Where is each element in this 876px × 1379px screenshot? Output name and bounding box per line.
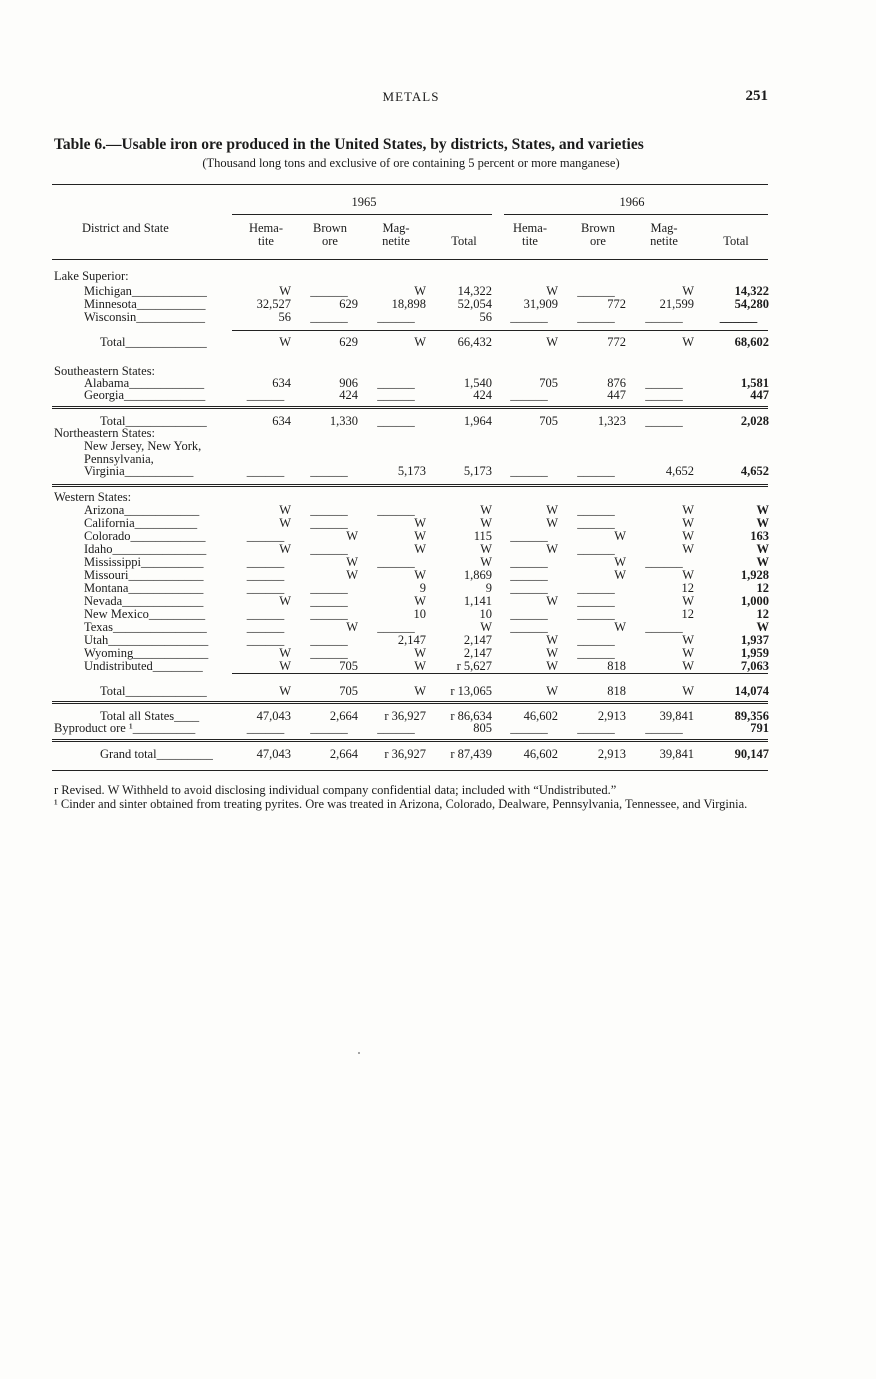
table-cell: ______ bbox=[577, 284, 615, 298]
table-cell: W bbox=[682, 503, 694, 517]
footnote-revised: r Revised. W Withheld to avoid disclosing individual company confidential data; included with “Undistributed.” bbox=[54, 783, 617, 797]
table-cell: ______ bbox=[577, 607, 615, 621]
table-title: Table 6.—Usable iron ore produced in the United States, by districts, States, and varieties bbox=[54, 136, 644, 153]
table-cell: 791 bbox=[750, 721, 769, 735]
row-label: California__________ bbox=[84, 517, 198, 530]
row-label: Virginia___________ bbox=[84, 465, 194, 478]
table-cell: W bbox=[480, 620, 492, 634]
table-cell: 21,599 bbox=[659, 297, 694, 311]
row-label: Alabama____________ bbox=[84, 377, 205, 390]
col-header-0-line0: Hema- bbox=[248, 221, 283, 235]
table-cell: ______ bbox=[310, 633, 348, 647]
table-cell: 772 bbox=[607, 297, 626, 311]
page-number: 251 bbox=[745, 88, 768, 104]
table-cell: W bbox=[414, 335, 426, 349]
row-label: Utah________________ bbox=[84, 634, 209, 647]
table-cell: W bbox=[614, 620, 626, 634]
table-cell: 772 bbox=[607, 335, 626, 349]
table-cell: 1,000 bbox=[740, 594, 769, 608]
row-label: Western States: bbox=[54, 491, 132, 504]
table-cell: W bbox=[414, 659, 426, 673]
table-cell: 2,147 bbox=[463, 633, 492, 647]
table-cell: W bbox=[546, 503, 558, 517]
table-cell: ______ bbox=[577, 633, 615, 647]
table-cell: ______ bbox=[310, 464, 348, 478]
col-header-3-line1: Total bbox=[451, 234, 477, 248]
table-cell: ______ bbox=[510, 721, 548, 735]
col-header-5-line1: ore bbox=[590, 234, 606, 248]
table-cell: W bbox=[414, 516, 426, 530]
row-label: Idaho_______________ bbox=[84, 543, 207, 556]
table-cell: 31,909 bbox=[523, 297, 558, 311]
table-cell: 9 bbox=[419, 581, 426, 595]
table-cell: 12 bbox=[756, 581, 769, 595]
table-cell: 634 bbox=[272, 414, 291, 428]
table-cell: 705 bbox=[339, 684, 358, 698]
table-cell: W bbox=[279, 335, 291, 349]
table-cell: ______ bbox=[246, 581, 285, 595]
table-cell: 18,898 bbox=[391, 297, 426, 311]
table-cell: W bbox=[756, 542, 769, 556]
table-cell: 7,063 bbox=[740, 659, 769, 673]
table-cell: ______ bbox=[510, 464, 548, 478]
table-cell: r 5,627 bbox=[456, 659, 492, 673]
row-label: Pennsylvania, bbox=[84, 453, 154, 466]
row-label: Michigan____________ bbox=[84, 285, 207, 298]
table-cell: 805 bbox=[473, 721, 492, 735]
table-cell: ______ bbox=[577, 464, 615, 478]
table-cell: ______ bbox=[246, 633, 285, 647]
row-label: Arizona____________ bbox=[84, 504, 200, 517]
table-cell: ______ bbox=[645, 721, 683, 735]
table-rule bbox=[232, 330, 768, 331]
table-cell: W bbox=[346, 620, 358, 634]
table-row bbox=[0, 336, 876, 349]
col-header-1-line1: ore bbox=[322, 234, 338, 248]
table-row bbox=[0, 748, 876, 761]
table-cell: 4,652 bbox=[665, 464, 694, 478]
table-row bbox=[0, 440, 876, 453]
table-cell: W bbox=[756, 555, 769, 569]
table-cell: ______ bbox=[645, 388, 683, 402]
table-cell: ______ bbox=[246, 607, 285, 621]
table-cell: ______ bbox=[577, 503, 615, 517]
table-cell: 1,964 bbox=[463, 414, 492, 428]
table-cell: 2,913 bbox=[597, 709, 626, 723]
table-cell: ______ bbox=[377, 503, 415, 517]
table-cell: 1,581 bbox=[740, 376, 769, 390]
table-cell: 1,323 bbox=[597, 414, 626, 428]
table-cell: W bbox=[414, 284, 426, 298]
row-label: Montana____________ bbox=[84, 582, 204, 595]
table-cell: 56 bbox=[278, 310, 291, 324]
table-cell: 12 bbox=[681, 607, 694, 621]
table-cell: W bbox=[414, 542, 426, 556]
table-cell: W bbox=[614, 555, 626, 569]
col-header-4-line0: Hema- bbox=[512, 221, 547, 235]
table-cell: r 86,634 bbox=[450, 709, 492, 723]
table-cell: 447 bbox=[750, 388, 769, 402]
table-cell: W bbox=[682, 646, 694, 660]
table-row bbox=[0, 569, 876, 582]
table-cell: ______ bbox=[510, 568, 548, 582]
table-cell: r 87,439 bbox=[450, 747, 492, 761]
table-cell: W bbox=[414, 646, 426, 660]
col-header-0-line1: tite bbox=[258, 234, 274, 248]
table-cell: 32,527 bbox=[256, 297, 291, 311]
table-cell: 629 bbox=[339, 335, 358, 349]
table-cell: W bbox=[480, 542, 492, 556]
table-cell: W bbox=[682, 516, 694, 530]
row-label: Byproduct ore ¹__________ bbox=[54, 722, 196, 735]
row-label: Grand total_________ bbox=[100, 748, 213, 761]
table-cell: ______ bbox=[377, 310, 415, 324]
table-cell: r 13,065 bbox=[450, 684, 492, 698]
table-cell: 1,330 bbox=[329, 414, 358, 428]
table-cell: ______ bbox=[310, 721, 348, 735]
page-speck bbox=[358, 1052, 360, 1054]
table-cell: W bbox=[279, 684, 291, 698]
table-cell: ______ bbox=[510, 581, 548, 595]
table-cell: ______ bbox=[310, 284, 348, 298]
table-row bbox=[0, 389, 876, 402]
row-label: Total_____________ bbox=[100, 336, 207, 349]
table-row bbox=[0, 465, 876, 478]
footnote-byproduct: ¹ Cinder and sinter obtained from treating pyrites. Ore was treated in Arizona, Colorado, Dealware, Pennsylvania, Tennessee, and Virginia. bbox=[54, 796, 748, 811]
table-cell: W bbox=[546, 284, 558, 298]
table-cell: 2,664 bbox=[329, 709, 358, 723]
table-cell: 66,432 bbox=[457, 335, 492, 349]
table-cell: W bbox=[546, 684, 558, 698]
table-cell: W bbox=[682, 542, 694, 556]
table-rule bbox=[52, 406, 768, 409]
year-1965-header: 1965 bbox=[351, 195, 377, 209]
table-cell: W bbox=[414, 684, 426, 698]
table-cell: 5,173 bbox=[463, 464, 492, 478]
table-cell: 818 bbox=[607, 684, 626, 698]
table-cell: 90,147 bbox=[734, 747, 769, 761]
page-header bbox=[54, 89, 768, 109]
table-cell: W bbox=[546, 516, 558, 530]
row-label: Colorado____________ bbox=[84, 530, 206, 543]
table-cell: W bbox=[279, 284, 291, 298]
table-cell: W bbox=[480, 555, 492, 569]
table-cell: W bbox=[546, 659, 558, 673]
row-label: New Jersey, New York, bbox=[84, 440, 202, 453]
table-cell: 1,141 bbox=[463, 594, 492, 608]
table-cell: ______ bbox=[377, 620, 415, 634]
running-head: METALS bbox=[382, 89, 440, 104]
row-label: Total_____________ bbox=[100, 685, 207, 698]
table-cell: W bbox=[279, 516, 291, 530]
table-cell: ______ bbox=[310, 594, 348, 608]
table-cell: ______ bbox=[310, 310, 348, 324]
table-cell: 634 bbox=[272, 376, 291, 390]
table-cell: 68,602 bbox=[734, 335, 769, 349]
year-1966-header: 1966 bbox=[619, 195, 645, 209]
table-cell: 447 bbox=[607, 388, 626, 402]
table-cell: ______ bbox=[377, 376, 415, 390]
col-header-1-line0: Brown bbox=[312, 221, 348, 235]
table-cell: 2,028 bbox=[740, 414, 769, 428]
table-cell: W bbox=[346, 555, 358, 569]
table-row bbox=[0, 517, 876, 530]
table-row bbox=[0, 608, 876, 621]
table-cell: ______ bbox=[310, 542, 348, 556]
table-cell: 818 bbox=[607, 659, 626, 673]
row-label: Missouri____________ bbox=[84, 569, 204, 582]
table-rule bbox=[52, 770, 768, 771]
table-cell: 115 bbox=[473, 529, 492, 543]
table-row bbox=[0, 685, 876, 698]
table-cell: 163 bbox=[750, 529, 769, 543]
table-cell: W bbox=[682, 684, 694, 698]
table-cell: ______ bbox=[246, 568, 285, 582]
table-cell: 705 bbox=[539, 414, 558, 428]
table-row bbox=[0, 491, 876, 504]
table-rule bbox=[52, 701, 768, 704]
table-cell: W bbox=[546, 335, 558, 349]
col-header-5-line0: Brown bbox=[580, 221, 616, 235]
table-cell: ______ bbox=[645, 620, 683, 634]
col-header-7-line1: Total bbox=[723, 234, 749, 248]
table-row bbox=[0, 311, 876, 324]
table-cell: 47,043 bbox=[256, 747, 291, 761]
table-row bbox=[0, 722, 876, 735]
table-cell: 56 bbox=[479, 310, 492, 324]
table-row bbox=[0, 660, 876, 673]
table-cell: 4,652 bbox=[740, 464, 769, 478]
table-cell: W bbox=[346, 568, 358, 582]
table-row bbox=[0, 595, 876, 608]
table-cell: ______ bbox=[310, 581, 348, 595]
table-cell: ______ bbox=[510, 555, 548, 569]
row-label: Southeastern States: bbox=[54, 365, 156, 378]
table-row bbox=[0, 504, 876, 517]
table-cell: 1,928 bbox=[740, 568, 769, 582]
table-row bbox=[0, 543, 876, 556]
table-cell: W bbox=[346, 529, 358, 543]
top-rule bbox=[52, 184, 768, 185]
table-cell: ______ bbox=[645, 376, 683, 390]
table-cell: ______ bbox=[377, 414, 415, 428]
table-cell: W bbox=[614, 529, 626, 543]
table-cell: W bbox=[546, 594, 558, 608]
table-cell: W bbox=[682, 659, 694, 673]
table-cell: r 36,927 bbox=[384, 709, 426, 723]
table-cell: 1,540 bbox=[463, 376, 492, 390]
table-rule bbox=[232, 673, 768, 674]
table-cell: ______ bbox=[510, 607, 548, 621]
table-cell: 10 bbox=[413, 607, 426, 621]
table-cell: W bbox=[682, 594, 694, 608]
table-cell: ______ bbox=[246, 464, 285, 478]
row-label: Georgia_____________ bbox=[84, 389, 206, 402]
row-label: Northeastern States: bbox=[54, 427, 156, 440]
table-cell: W bbox=[480, 503, 492, 517]
table-cell: W bbox=[546, 646, 558, 660]
table-cell: ______ bbox=[645, 414, 683, 428]
header-bottom-rule bbox=[52, 259, 768, 260]
row-label: Total_____________ bbox=[100, 415, 207, 428]
table-cell: ______ bbox=[577, 310, 615, 324]
col-header-6-line1: netite bbox=[650, 234, 678, 248]
table-cell: W bbox=[480, 516, 492, 530]
table-cell: 705 bbox=[539, 376, 558, 390]
row-label: Total all States____ bbox=[100, 710, 200, 723]
table-cell: 54,280 bbox=[734, 297, 769, 311]
table-rule bbox=[52, 739, 768, 742]
table-cell: ______ bbox=[246, 721, 285, 735]
row-label: Mississippi__________ bbox=[84, 556, 204, 569]
table-cell: W bbox=[414, 529, 426, 543]
table-cell: ______ bbox=[510, 388, 548, 402]
table-cell: W bbox=[682, 633, 694, 647]
table-cell: r 36,927 bbox=[384, 747, 426, 761]
table-cell: 2,913 bbox=[597, 747, 626, 761]
table-cell: 876 bbox=[607, 376, 626, 390]
table-cell: W bbox=[414, 594, 426, 608]
table-cell: ______ bbox=[310, 607, 348, 621]
table-cell: 89,356 bbox=[734, 709, 769, 723]
table-rule bbox=[52, 484, 768, 487]
col-header-6-line0: Mag- bbox=[650, 221, 678, 235]
table-cell: W bbox=[546, 542, 558, 556]
table-cell: 629 bbox=[339, 297, 358, 311]
table-cell: 46,602 bbox=[523, 747, 558, 761]
table-cell: 5,173 bbox=[397, 464, 426, 478]
table-cell: ______ bbox=[510, 529, 548, 543]
table-cell: 2,147 bbox=[397, 633, 426, 647]
table-cell: 10 bbox=[479, 607, 492, 621]
year-1966-underline bbox=[504, 214, 768, 215]
table-cell: ______ bbox=[645, 310, 683, 324]
table-row bbox=[0, 530, 876, 543]
table-cell: 39,841 bbox=[659, 709, 694, 723]
row-label: Wisconsin___________ bbox=[84, 311, 206, 324]
footnotes bbox=[54, 784, 770, 811]
table-cell: ______ bbox=[577, 721, 615, 735]
row-label: Wyoming____________ bbox=[84, 647, 209, 660]
table-cell: 1,937 bbox=[740, 633, 769, 647]
table-cell: ______ bbox=[577, 542, 615, 556]
table-cell: 39,841 bbox=[659, 747, 694, 761]
year-1965-underline bbox=[232, 214, 492, 215]
row-label: New Mexico_________ bbox=[84, 608, 206, 621]
table-cell: ______ bbox=[510, 310, 548, 324]
row-label: Minnesota___________ bbox=[84, 298, 206, 311]
table-cell: W bbox=[682, 529, 694, 543]
table-cell: W bbox=[279, 542, 291, 556]
table-cell: ______ bbox=[577, 594, 615, 608]
table-cell: ______ bbox=[577, 646, 615, 660]
table-cell: W bbox=[546, 633, 558, 647]
table-cell: 46,602 bbox=[523, 709, 558, 723]
col-header-2-line1: netite bbox=[382, 234, 410, 248]
table-cell: ______ bbox=[645, 555, 683, 569]
stub-header: District and State bbox=[82, 221, 169, 235]
table-cell: W bbox=[279, 503, 291, 517]
table-cell: ______ bbox=[246, 529, 285, 543]
table-cell: 2,147 bbox=[463, 646, 492, 660]
col-header-4-line1: tite bbox=[522, 234, 538, 248]
row-label: Lake Superior: bbox=[54, 270, 129, 283]
table-cell: ______ bbox=[719, 310, 758, 324]
table-subtitle: (Thousand long tons and exclusive of ore containing 5 percent or more manganese) bbox=[202, 156, 620, 170]
table-cell: ______ bbox=[246, 555, 285, 569]
table-cell: W bbox=[682, 284, 694, 298]
table-cell: ______ bbox=[577, 581, 615, 595]
table-cell: 14,322 bbox=[734, 284, 769, 298]
table-cell: 906 bbox=[339, 376, 358, 390]
table-cell: W bbox=[279, 594, 291, 608]
table-cell: 1,959 bbox=[740, 646, 769, 660]
table-cell: W bbox=[756, 516, 769, 530]
table-cell: 47,043 bbox=[256, 709, 291, 723]
table-cell: ______ bbox=[310, 516, 348, 530]
table-cell: W bbox=[414, 568, 426, 582]
table-cell: W bbox=[614, 568, 626, 582]
table-cell: ______ bbox=[510, 620, 548, 634]
table-cell: ______ bbox=[246, 620, 285, 634]
table-cell: ______ bbox=[577, 516, 615, 530]
row-label: Nevada_____________ bbox=[84, 595, 204, 608]
table-row bbox=[0, 427, 876, 440]
table-cell: W bbox=[756, 503, 769, 517]
table-cell: 424 bbox=[473, 388, 492, 402]
table-cell: ______ bbox=[377, 721, 415, 735]
table-cell: W bbox=[756, 620, 769, 634]
table-cell: W bbox=[279, 646, 291, 660]
table-row bbox=[0, 270, 876, 283]
table-cell: 14,322 bbox=[457, 284, 492, 298]
table-cell: 9 bbox=[485, 581, 492, 595]
table-cell: W bbox=[682, 568, 694, 582]
table-cell: 12 bbox=[681, 581, 694, 595]
table-cell: 1,869 bbox=[463, 568, 492, 582]
row-label: Texas_______________ bbox=[84, 621, 207, 634]
table-cell: 52,054 bbox=[457, 297, 492, 311]
table-cell: ______ bbox=[310, 646, 348, 660]
table-cell: 2,664 bbox=[329, 747, 358, 761]
table-cell: ______ bbox=[377, 555, 415, 569]
table-cell: 12 bbox=[756, 607, 769, 621]
table-cell: ______ bbox=[310, 503, 348, 517]
table-cell: 705 bbox=[339, 659, 358, 673]
table-cell: 424 bbox=[339, 388, 358, 402]
table-cell: 14,074 bbox=[734, 684, 769, 698]
table-cell: ______ bbox=[377, 388, 415, 402]
table-cell: ______ bbox=[246, 388, 285, 402]
row-label: Undistributed________ bbox=[84, 660, 203, 673]
col-header-2-line0: Mag- bbox=[382, 221, 410, 235]
table-cell: W bbox=[682, 335, 694, 349]
table-cell: W bbox=[279, 659, 291, 673]
